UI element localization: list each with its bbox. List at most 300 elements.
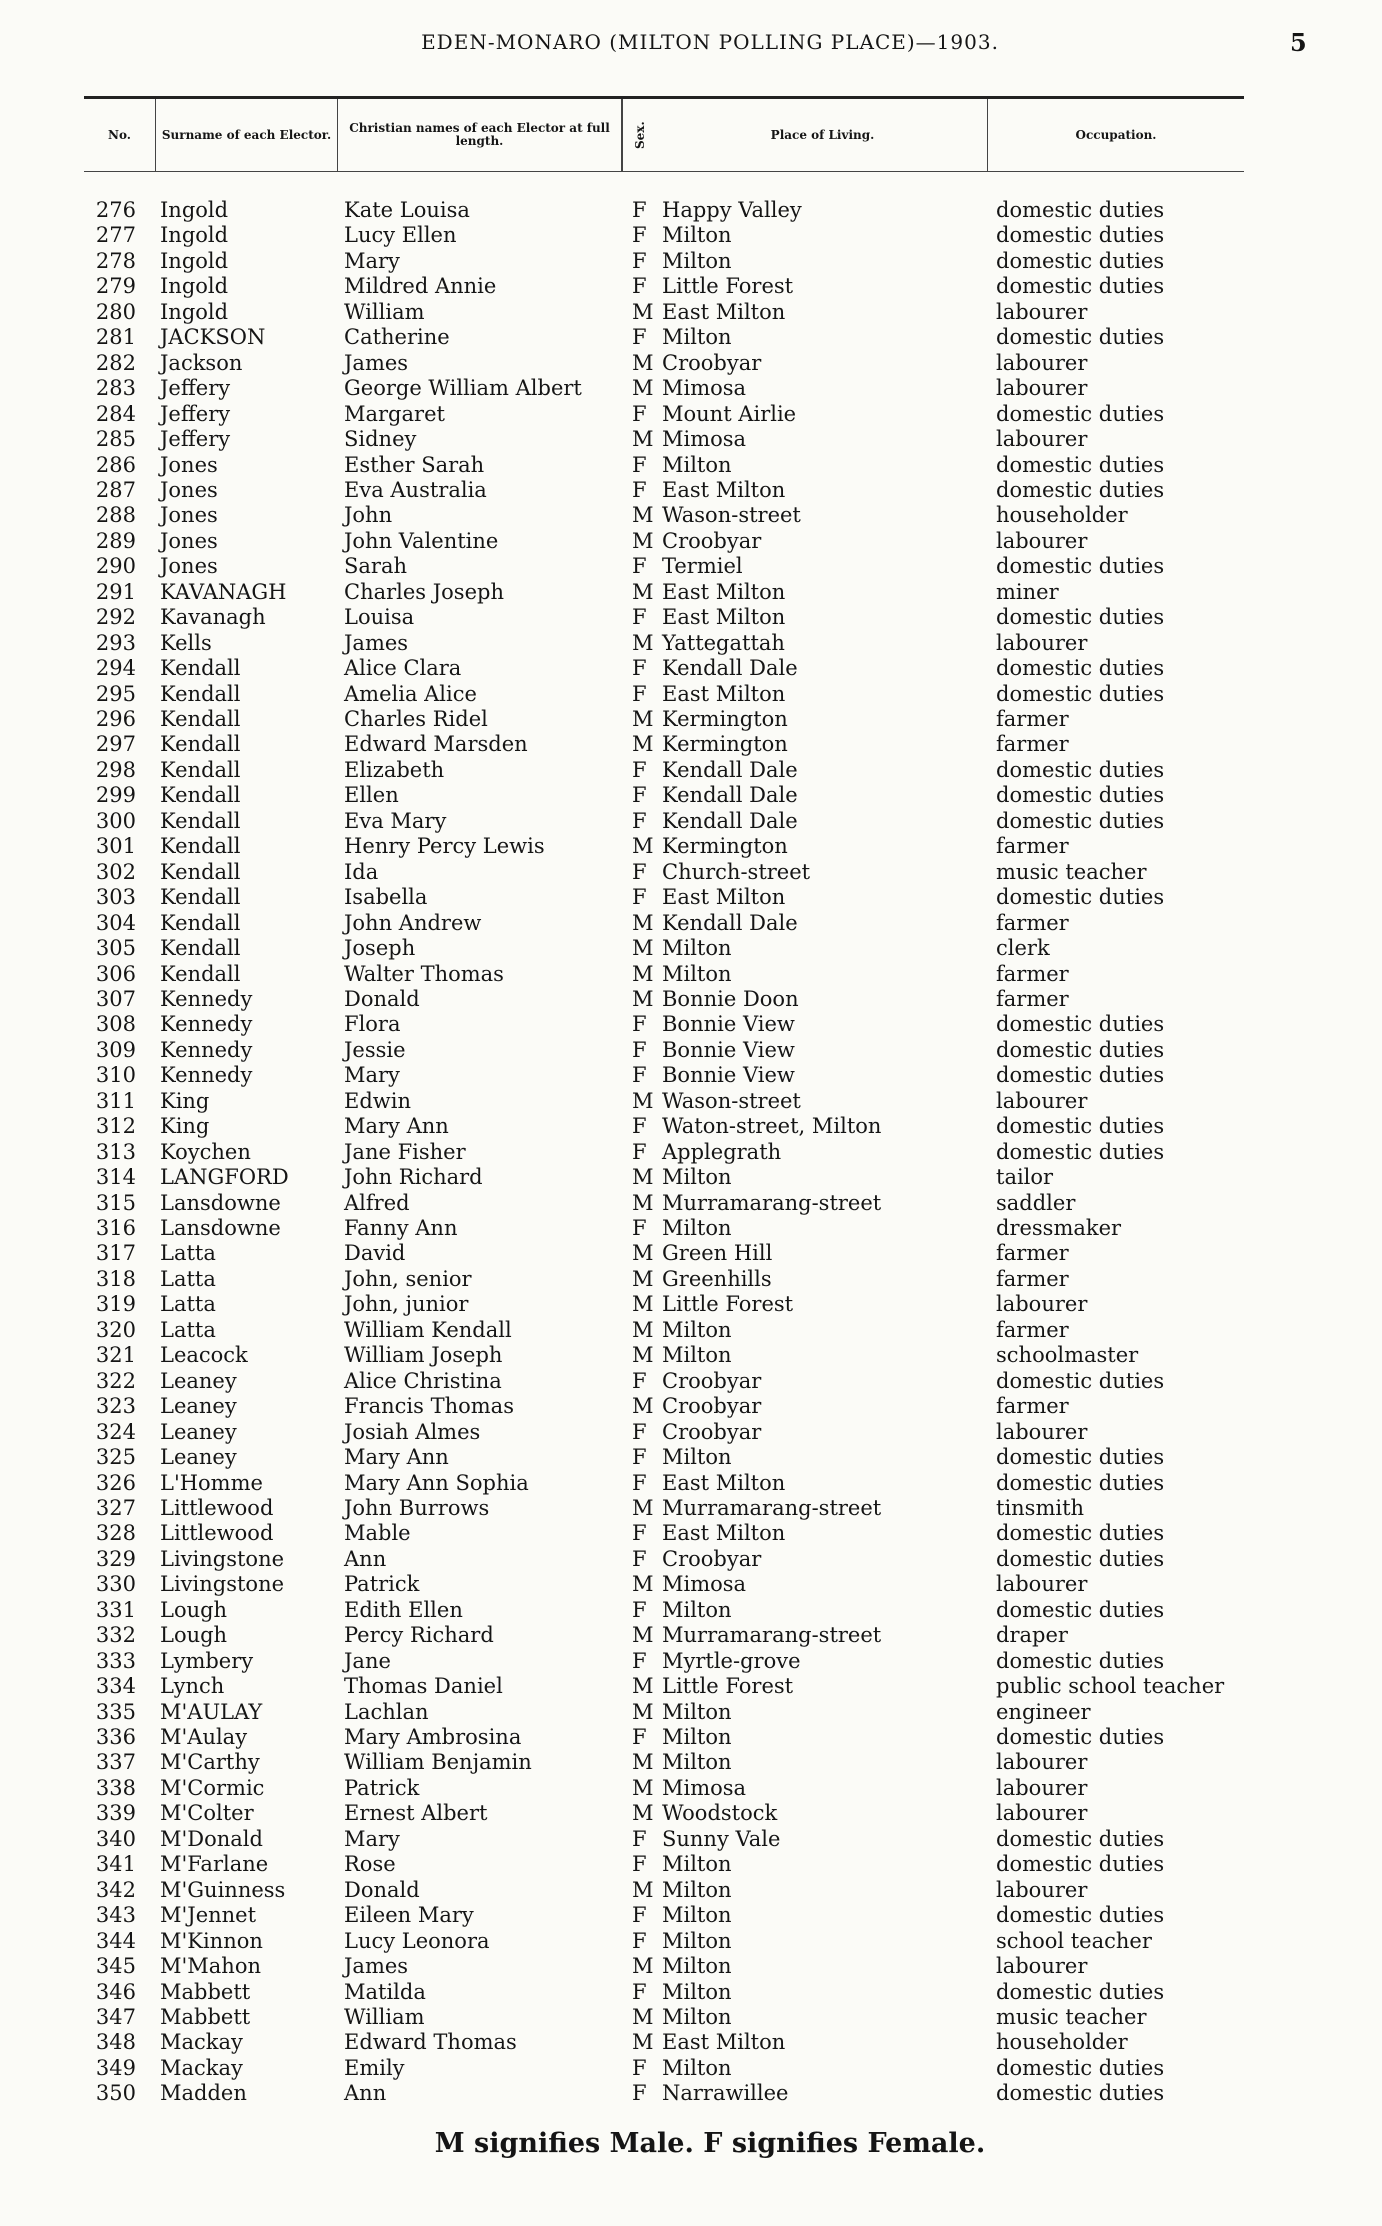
elector-occupation: domestic duties bbox=[996, 757, 1165, 782]
elector-number: 313 bbox=[95, 1139, 136, 1164]
elector-number: 321 bbox=[95, 1343, 136, 1368]
elector-number: 331 bbox=[95, 1597, 136, 1622]
elector-sex: M bbox=[632, 1674, 654, 1699]
elector-christian-names: John Burrows bbox=[344, 1495, 490, 1520]
elector-christian-names: Edwin bbox=[344, 1088, 411, 1113]
elector-number: 281 bbox=[95, 325, 136, 350]
elector-place-of-living: Wason-street bbox=[662, 503, 801, 528]
elector-place-of-living: Wason-street bbox=[662, 1088, 801, 1113]
column-header-row bbox=[84, 96, 1244, 172]
elector-christian-names: John Valentine bbox=[344, 528, 499, 553]
elector-sex: F bbox=[632, 1903, 647, 1928]
elector-place-of-living: Mimosa bbox=[662, 1775, 747, 1800]
elector-christian-names: Mildred Annie bbox=[344, 274, 497, 299]
table-row bbox=[0, 325, 1382, 350]
elector-occupation: music teacher bbox=[996, 859, 1147, 884]
elector-place-of-living: Milton bbox=[662, 1852, 732, 1877]
table-row bbox=[0, 503, 1382, 528]
elector-number: 306 bbox=[95, 961, 136, 986]
elector-sex: F bbox=[632, 198, 647, 222]
elector-occupation: farmer bbox=[996, 1394, 1069, 1419]
page-number: 5 bbox=[1290, 28, 1307, 57]
elector-surname: Livingstone bbox=[160, 1546, 285, 1571]
elector-occupation: domestic duties bbox=[996, 1012, 1165, 1037]
table-row bbox=[0, 1445, 1382, 1470]
elector-place-of-living: Milton bbox=[662, 1165, 732, 1190]
elector-number: 334 bbox=[95, 1674, 136, 1699]
elector-number: 315 bbox=[95, 1190, 136, 1215]
elector-place-of-living: Little Forest bbox=[662, 274, 794, 299]
elector-surname: Kendall bbox=[160, 783, 241, 808]
elector-christian-names: George William Albert bbox=[344, 376, 582, 401]
table-row bbox=[0, 1852, 1382, 1877]
elector-christian-names: John Andrew bbox=[344, 910, 482, 935]
elector-surname: Jones bbox=[160, 477, 218, 502]
elector-occupation: labourer bbox=[996, 1877, 1088, 1902]
elector-surname: Jeffery bbox=[160, 427, 231, 452]
elector-surname: King bbox=[160, 1114, 210, 1139]
table-row bbox=[0, 1700, 1382, 1725]
elector-sex: F bbox=[632, 1037, 647, 1062]
elector-place-of-living: Kermington bbox=[662, 707, 788, 731]
elector-place-of-living: East Milton bbox=[662, 885, 786, 910]
elector-place-of-living: Kermington bbox=[662, 732, 788, 757]
elector-occupation: domestic duties bbox=[996, 605, 1165, 630]
elector-sex: F bbox=[632, 1139, 647, 1164]
table-row bbox=[0, 1801, 1382, 1826]
table-row bbox=[0, 554, 1382, 579]
table-row bbox=[0, 402, 1382, 427]
table-row bbox=[0, 1674, 1382, 1699]
elector-number: 300 bbox=[95, 808, 136, 833]
table-row bbox=[0, 631, 1382, 656]
elector-surname: Littlewood bbox=[160, 1495, 274, 1520]
elector-christian-names: Fanny Ann bbox=[344, 1216, 458, 1240]
elector-surname: Kendall bbox=[160, 732, 241, 757]
column-header-place: Place of Living. bbox=[658, 99, 988, 171]
elector-christian-names: Margaret bbox=[344, 401, 445, 426]
elector-christian-names: Charles Joseph bbox=[344, 579, 504, 604]
elector-sex: F bbox=[632, 1597, 647, 1622]
elector-surname: M'Donald bbox=[160, 1826, 263, 1851]
elector-surname: Kendall bbox=[160, 834, 241, 859]
elector-occupation: domestic duties bbox=[996, 452, 1165, 477]
elector-sex: M bbox=[632, 910, 654, 935]
elector-number: 344 bbox=[95, 1928, 136, 1953]
column-header-sex: Sex. bbox=[622, 99, 658, 171]
elector-surname: Lansdowne bbox=[160, 1190, 281, 1215]
table-row bbox=[0, 1191, 1382, 1216]
table-row bbox=[0, 1980, 1382, 2005]
table-row bbox=[0, 1496, 1382, 1521]
table-row bbox=[0, 656, 1382, 681]
elector-place-of-living: Milton bbox=[662, 1877, 732, 1902]
elector-christian-names: Lucy Leonora bbox=[344, 1928, 490, 1953]
elector-surname: Madden bbox=[160, 2081, 247, 2106]
elector-place-of-living: East Milton bbox=[662, 1470, 786, 1495]
elector-christian-names: John Richard bbox=[344, 1165, 483, 1190]
elector-christian-names: Mary bbox=[344, 1826, 400, 1851]
elector-number: 299 bbox=[95, 783, 136, 808]
elector-place-of-living: Green Hill bbox=[662, 1241, 773, 1266]
elector-number: 317 bbox=[95, 1241, 136, 1266]
elector-christian-names: Jessie bbox=[344, 1037, 406, 1062]
elector-surname: Ingold bbox=[160, 198, 229, 222]
elector-surname: Ingold bbox=[160, 274, 229, 299]
elector-surname: Latta bbox=[160, 1266, 216, 1291]
elector-occupation: domestic duties bbox=[996, 1546, 1165, 1571]
table-row bbox=[0, 758, 1382, 783]
elector-place-of-living: Kendall Dale bbox=[662, 783, 798, 808]
elector-christian-names: Eva Mary bbox=[344, 808, 447, 833]
elector-surname: M'Kinnon bbox=[160, 1928, 263, 1953]
elector-occupation: farmer bbox=[996, 1317, 1069, 1342]
elector-sex: M bbox=[632, 1165, 654, 1190]
elector-sex: F bbox=[632, 1419, 647, 1444]
elector-occupation: domestic duties bbox=[996, 325, 1165, 350]
elector-occupation: domestic duties bbox=[996, 1368, 1165, 1393]
elector-number: 329 bbox=[95, 1546, 136, 1571]
elector-surname: Jones bbox=[160, 528, 218, 553]
elector-place-of-living: Milton bbox=[662, 248, 732, 273]
elector-sex: F bbox=[632, 2081, 647, 2106]
elector-occupation: domestic duties bbox=[996, 554, 1165, 579]
elector-occupation: school teacher bbox=[996, 1928, 1152, 1953]
elector-number: 310 bbox=[95, 1063, 136, 1088]
elector-sex: M bbox=[632, 503, 654, 528]
elector-sex: M bbox=[632, 1088, 654, 1113]
elector-christian-names: Eva Australia bbox=[344, 477, 487, 502]
elector-occupation: domestic duties bbox=[996, 1037, 1165, 1062]
elector-number: 282 bbox=[95, 350, 136, 375]
elector-occupation: domestic duties bbox=[996, 681, 1165, 706]
elector-number: 318 bbox=[95, 1266, 136, 1291]
elector-occupation: domestic duties bbox=[996, 274, 1165, 299]
elector-christian-names: Jane Fisher bbox=[344, 1139, 466, 1164]
elector-surname: Littlewood bbox=[160, 1521, 274, 1546]
elector-occupation: farmer bbox=[996, 1241, 1069, 1266]
elector-surname: Jackson bbox=[160, 350, 243, 375]
elector-surname: Kendall bbox=[160, 707, 241, 731]
elector-surname: Lough bbox=[160, 1623, 228, 1648]
page-title: EDEN-MONARO (MILTON POLLING PLACE)—1903. bbox=[421, 30, 999, 54]
elector-occupation: domestic duties bbox=[996, 1063, 1165, 1088]
elector-number: 314 bbox=[95, 1165, 136, 1190]
elector-surname: Mackay bbox=[160, 2055, 243, 2080]
elector-christian-names: Mary Ann bbox=[344, 1114, 449, 1139]
elector-sex: F bbox=[632, 554, 647, 579]
elector-christian-names: Joseph bbox=[344, 936, 416, 961]
elector-surname: Latta bbox=[160, 1241, 216, 1266]
elector-place-of-living: Milton bbox=[662, 452, 732, 477]
elector-christian-names: Lucy Ellen bbox=[344, 223, 457, 248]
elector-surname: Jones bbox=[160, 554, 218, 579]
elector-sex: F bbox=[632, 452, 647, 477]
elector-sex: M bbox=[632, 1317, 654, 1342]
elector-place-of-living: East Milton bbox=[662, 477, 786, 502]
elector-surname: M'Aulay bbox=[160, 1725, 248, 1749]
elector-occupation: domestic duties bbox=[996, 1648, 1165, 1673]
elector-number: 326 bbox=[95, 1470, 136, 1495]
elector-surname: JACKSON bbox=[160, 325, 266, 350]
elector-number: 311 bbox=[95, 1088, 136, 1113]
elector-number: 292 bbox=[95, 605, 136, 630]
elector-sex: F bbox=[632, 274, 647, 299]
table-row bbox=[0, 682, 1382, 707]
elector-occupation: domestic duties bbox=[996, 223, 1165, 248]
elector-sex: F bbox=[632, 885, 647, 910]
elector-sex: M bbox=[632, 1190, 654, 1215]
elector-occupation: domestic duties bbox=[996, 1445, 1165, 1470]
elector-number: 330 bbox=[95, 1572, 136, 1597]
elector-sex: M bbox=[632, 2004, 654, 2029]
elector-number: 296 bbox=[95, 707, 136, 731]
elector-christian-names: Ann bbox=[344, 2081, 387, 2106]
elector-sex: F bbox=[632, 1063, 647, 1088]
elector-occupation: saddler bbox=[996, 1190, 1076, 1215]
table-row bbox=[0, 1241, 1382, 1266]
elector-place-of-living: Kendall Dale bbox=[662, 808, 798, 833]
elector-place-of-living: Croobyar bbox=[662, 1368, 762, 1393]
elector-sex: M bbox=[632, 834, 654, 859]
elector-occupation: domestic duties bbox=[996, 656, 1165, 681]
elector-sex: F bbox=[632, 859, 647, 884]
elector-surname: Leaney bbox=[160, 1394, 237, 1419]
elector-occupation: labourer bbox=[996, 1088, 1088, 1113]
elector-number: 346 bbox=[95, 1979, 136, 2004]
elector-sex: M bbox=[632, 350, 654, 375]
elector-place-of-living: Milton bbox=[662, 2055, 732, 2080]
elector-place-of-living: Waton-street, Milton bbox=[662, 1114, 882, 1139]
elector-number: 277 bbox=[95, 223, 136, 248]
elector-place-of-living: East Milton bbox=[662, 2030, 786, 2055]
elector-sex: F bbox=[632, 1216, 647, 1240]
elector-christian-names: Esther Sarah bbox=[344, 452, 485, 477]
elector-christian-names: Alice Christina bbox=[344, 1368, 502, 1393]
elector-number: 343 bbox=[95, 1903, 136, 1928]
table-row bbox=[0, 1420, 1382, 1445]
elector-christian-names: Rose bbox=[344, 1852, 396, 1877]
elector-sex: M bbox=[632, 707, 654, 731]
table-row bbox=[0, 2056, 1382, 2081]
elector-occupation: public school teacher bbox=[996, 1674, 1225, 1699]
elector-surname: KAVANAGH bbox=[160, 579, 287, 604]
sex-legend-footer: M signifies Male. F signifies Female. bbox=[434, 2128, 986, 2159]
elector-christian-names: Flora bbox=[344, 1012, 401, 1037]
elector-number: 295 bbox=[95, 681, 136, 706]
elector-sex: M bbox=[632, 630, 654, 655]
elector-occupation: domestic duties bbox=[996, 2081, 1165, 2106]
elector-sex: M bbox=[632, 1623, 654, 1648]
elector-surname: Mabbett bbox=[160, 2004, 251, 2029]
table-row bbox=[0, 478, 1382, 503]
elector-occupation: labourer bbox=[996, 350, 1088, 375]
elector-surname: Jeffery bbox=[160, 376, 231, 401]
elector-sex: M bbox=[632, 2030, 654, 2055]
elector-surname: Ingold bbox=[160, 248, 229, 273]
elector-place-of-living: Croobyar bbox=[662, 1546, 762, 1571]
elector-place-of-living: Kendall Dale bbox=[662, 757, 798, 782]
elector-place-of-living: Sunny Vale bbox=[662, 1826, 781, 1851]
elector-number: 327 bbox=[95, 1495, 136, 1520]
elector-surname: Kendall bbox=[160, 885, 241, 910]
table-row bbox=[0, 1623, 1382, 1648]
elector-number: 279 bbox=[95, 274, 136, 299]
elector-sex: M bbox=[632, 1954, 654, 1979]
elector-sex: M bbox=[632, 961, 654, 986]
column-header-christian-names: Christian names of each Elector at full length. bbox=[338, 99, 622, 171]
elector-sex: F bbox=[632, 681, 647, 706]
elector-sex: M bbox=[632, 1775, 654, 1800]
elector-number: 320 bbox=[95, 1317, 136, 1342]
elector-place-of-living: Murramarang-street bbox=[662, 1190, 882, 1215]
elector-place-of-living: Croobyar bbox=[662, 528, 762, 553]
elector-christian-names: Patrick bbox=[344, 1775, 420, 1800]
table-row bbox=[0, 783, 1382, 808]
table-row bbox=[0, 860, 1382, 885]
elector-surname: Kendall bbox=[160, 910, 241, 935]
elector-place-of-living: Narrawillee bbox=[662, 2081, 789, 2106]
elector-christian-names: James bbox=[344, 630, 409, 655]
elector-place-of-living: Murramarang-street bbox=[662, 1495, 882, 1520]
elector-place-of-living: Bonnie View bbox=[662, 1012, 795, 1037]
elector-sex: F bbox=[632, 757, 647, 782]
table-row bbox=[0, 1038, 1382, 1063]
elector-place-of-living: Applegrath bbox=[662, 1139, 782, 1164]
elector-christian-names: Thomas Daniel bbox=[344, 1674, 503, 1699]
elector-sex: F bbox=[632, 1648, 647, 1673]
elector-number: 349 bbox=[95, 2055, 136, 2080]
elector-occupation: labourer bbox=[996, 630, 1088, 655]
elector-place-of-living: Croobyar bbox=[662, 1419, 762, 1444]
elector-place-of-living: Termiel bbox=[662, 554, 743, 579]
elector-place-of-living: Milton bbox=[662, 1445, 732, 1470]
elector-occupation: domestic duties bbox=[996, 1597, 1165, 1622]
elector-christian-names: Mary bbox=[344, 248, 400, 273]
elector-christian-names: Amelia Alice bbox=[344, 681, 477, 706]
table-row bbox=[0, 1878, 1382, 1903]
table-row bbox=[0, 1903, 1382, 1928]
elector-surname: Jones bbox=[160, 503, 218, 528]
elector-place-of-living: East Milton bbox=[662, 605, 786, 630]
table-row bbox=[0, 1725, 1382, 1750]
elector-christian-names: Mary Ann Sophia bbox=[344, 1470, 529, 1495]
elector-surname: Kennedy bbox=[160, 1063, 253, 1088]
elector-place-of-living: Kendall Dale bbox=[662, 910, 798, 935]
elector-occupation: labourer bbox=[996, 1292, 1088, 1317]
elector-place-of-living: Bonnie Doon bbox=[662, 986, 799, 1011]
elector-christian-names: Ernest Albert bbox=[344, 1801, 488, 1826]
elector-place-of-living: Milton bbox=[662, 1343, 732, 1368]
elector-occupation: draper bbox=[996, 1623, 1068, 1648]
elector-sex: F bbox=[632, 401, 647, 426]
elector-number: 288 bbox=[95, 503, 136, 528]
table-row bbox=[0, 1750, 1382, 1775]
elector-number: 312 bbox=[95, 1114, 136, 1139]
elector-surname: M'Colter bbox=[160, 1801, 254, 1826]
elector-sex: M bbox=[632, 299, 654, 324]
elector-sex: F bbox=[632, 1979, 647, 2004]
elector-christian-names: Elizabeth bbox=[344, 757, 445, 782]
elector-sex: M bbox=[632, 1801, 654, 1826]
elector-place-of-living: Milton bbox=[662, 1216, 732, 1240]
elector-surname: Ingold bbox=[160, 299, 229, 324]
elector-place-of-living: Myrtle-grove bbox=[662, 1648, 801, 1673]
elector-occupation: domestic duties bbox=[996, 885, 1165, 910]
elector-sex: F bbox=[632, 1521, 647, 1546]
elector-surname: M'Carthy bbox=[160, 1750, 260, 1775]
elector-christian-names: Edward Thomas bbox=[344, 2030, 517, 2055]
elector-number: 284 bbox=[95, 401, 136, 426]
elector-sex: M bbox=[632, 1495, 654, 1520]
elector-christian-names: William Benjamin bbox=[344, 1750, 532, 1775]
table-row bbox=[0, 1114, 1382, 1139]
table-row bbox=[0, 1649, 1382, 1674]
elector-number: 298 bbox=[95, 757, 136, 782]
elector-number: 336 bbox=[95, 1725, 136, 1749]
elector-occupation: tailor bbox=[996, 1165, 1054, 1190]
elector-place-of-living: Milton bbox=[662, 1903, 732, 1928]
elector-occupation: domestic duties bbox=[996, 401, 1165, 426]
elector-number: 335 bbox=[95, 1699, 136, 1724]
table-row bbox=[0, 249, 1382, 274]
elector-christian-names: John, senior bbox=[344, 1266, 472, 1291]
elector-place-of-living: Milton bbox=[662, 223, 732, 248]
elector-place-of-living: East Milton bbox=[662, 1521, 786, 1546]
elector-occupation: farmer bbox=[996, 986, 1069, 1011]
elector-place-of-living: Greenhills bbox=[662, 1266, 772, 1291]
table-row bbox=[0, 1063, 1382, 1088]
elector-number: 301 bbox=[95, 834, 136, 859]
elector-number: 328 bbox=[95, 1521, 136, 1546]
elector-number: 283 bbox=[95, 376, 136, 401]
table-row bbox=[0, 223, 1382, 248]
elector-place-of-living: Mimosa bbox=[662, 1572, 747, 1597]
elector-sex: M bbox=[632, 1266, 654, 1291]
elector-sex: F bbox=[632, 325, 647, 350]
elector-place-of-living: Milton bbox=[662, 1597, 732, 1622]
elector-occupation: domestic duties bbox=[996, 1521, 1165, 1546]
elector-surname: M'AULAY bbox=[160, 1699, 263, 1724]
elector-christian-names: Patrick bbox=[344, 1572, 420, 1597]
table-row bbox=[0, 834, 1382, 859]
elector-christian-names: Mary bbox=[344, 1063, 400, 1088]
elector-sex: M bbox=[632, 1343, 654, 1368]
elector-christian-names: Donald bbox=[344, 1877, 420, 1902]
elector-christian-names: Ann bbox=[344, 1546, 387, 1571]
elector-christian-names: William Joseph bbox=[344, 1343, 503, 1368]
elector-surname: Jones bbox=[160, 452, 218, 477]
elector-occupation: labourer bbox=[996, 1775, 1088, 1800]
elector-place-of-living: Milton bbox=[662, 1317, 732, 1342]
elector-occupation: farmer bbox=[996, 961, 1069, 986]
elector-surname: Kennedy bbox=[160, 1012, 253, 1037]
elector-sex: M bbox=[632, 579, 654, 604]
elector-sex: F bbox=[632, 1012, 647, 1037]
elector-occupation: labourer bbox=[996, 1954, 1088, 1979]
elector-number: 278 bbox=[95, 248, 136, 273]
elector-surname: Kendall bbox=[160, 936, 241, 961]
elector-christian-names: James bbox=[344, 1954, 409, 1979]
elector-occupation: clerk bbox=[996, 936, 1050, 961]
table-row bbox=[0, 605, 1382, 630]
elector-occupation: miner bbox=[996, 579, 1059, 604]
elector-sex: F bbox=[632, 1114, 647, 1139]
elector-surname: Kennedy bbox=[160, 1037, 253, 1062]
elector-occupation: schoolmaster bbox=[996, 1343, 1139, 1368]
table-row bbox=[0, 809, 1382, 834]
elector-number: 290 bbox=[95, 554, 136, 579]
